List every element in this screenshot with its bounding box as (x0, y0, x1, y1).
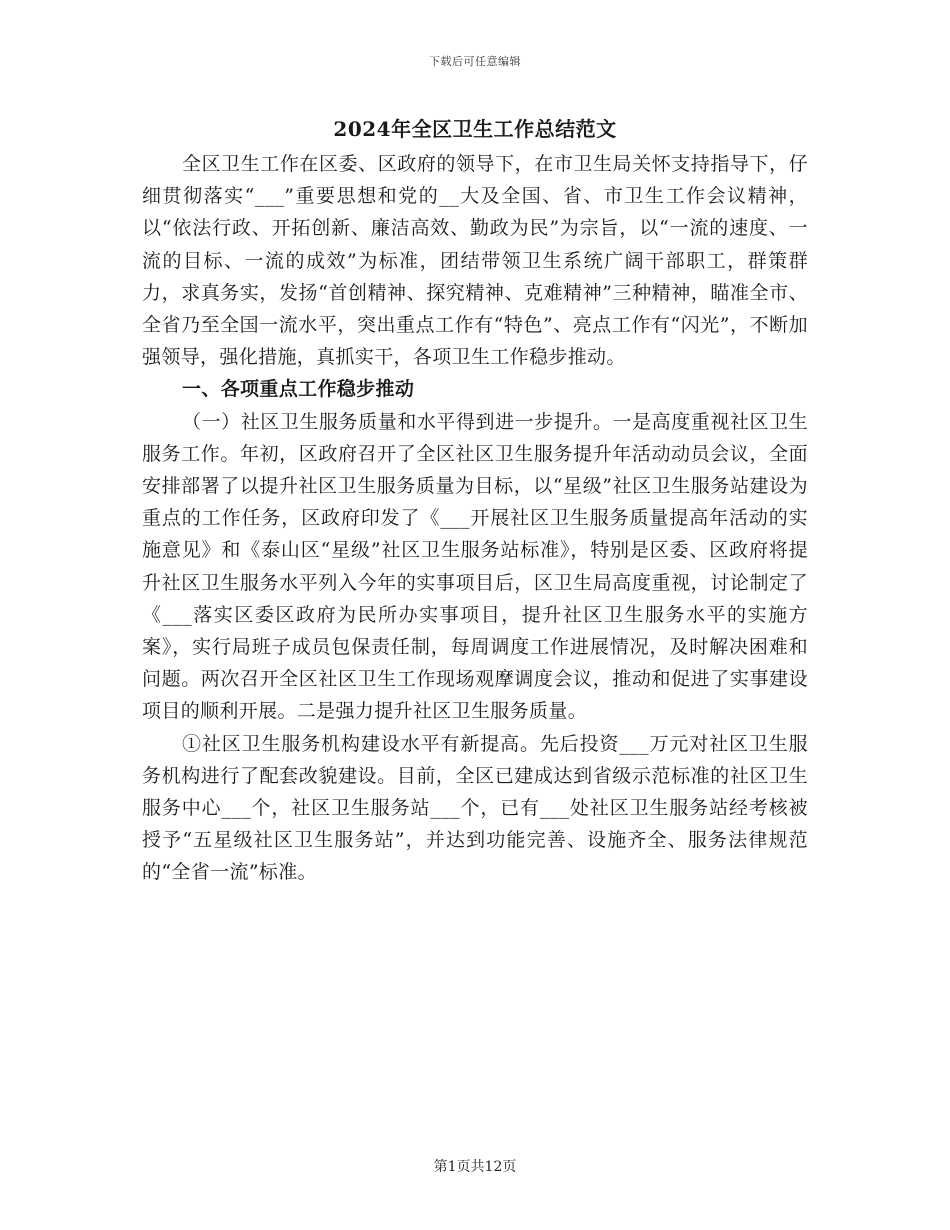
page-header-note: 下载后可任意编辑 (429, 55, 521, 68)
section-heading: 一、各项重点工作稳步推动 (182, 378, 415, 401)
body-paragraph: ①社区卫生服务机构建设水平有新提高。先后投资___万元对社区卫生服务机构进行了配套改貌建设。目前，全区已建成达到省级示范标准的社区卫生服务中心___个，社区卫生服务站___个，已有___处社区卫生服务站经考核被授予“五星级社区卫生服务站”，并达到功能完善、设施齐全、服务法律规范的“全省一流”标准。 (142, 732, 808, 884)
document-title: 2024年全区卫生工作总结范文 (333, 117, 617, 141)
intro-paragraph: 全区卫生工作在区委、区政府的领导下，在市卫生局关怀支持指导下，仔细贯彻落实“___”重要思想和党的__大及全国、省、市卫生工作会议精神，以“依法行政、开拓创新、廉洁高效、勤政为民”为宗旨，以“一流的速度、一流的目标、一流的成效”为标准，团结带领卫生系统广阔干部职工，群策群力，求真务实，发扬“首创精神、探究精神、克难精神”三种精神，瞄准全市、全省乃至全国一流水平，突出重点工作有“特色”、亮点工作有“闪光”，不断加强领导，强化措施，真抓实干，各项卫生工作稳步推动。 (142, 153, 808, 369)
body-paragraph: （一）社区卫生服务质量和水平得到进一步提升。一是高度重视社区卫生服务工作。年初，区政府召开了全区社区卫生服务提升年活动动员会议，全面安排部署了以提升社区卫生服务质量为目标，以“星级”社区卫生服务站建设为重点的工作任务，区政府印发了《___开展社区卫生服务质量提高年活动的实施意见》和《泰山区“星级”社区卫生服务站标准》，特别是区委、区政府将提升社区卫生服务水平列入今年的实事项目后，区卫生局高度重视，讨论制定了《___落实区委区政府为民所办实事项目，提升社区卫生服务水平的实施方案》，实行局班子成员包保责任制，每周调度工作进展情况，及时解决困难和问题。两次召开全区社区卫生工作现场观摩调度会议，推动和促进了实事建设项目的顺利开展。二是强力提升社区卫生服务质量。 (142, 410, 808, 723)
document-body (142, 110, 808, 889)
page-number: 第1页共12页 (433, 1159, 517, 1175)
